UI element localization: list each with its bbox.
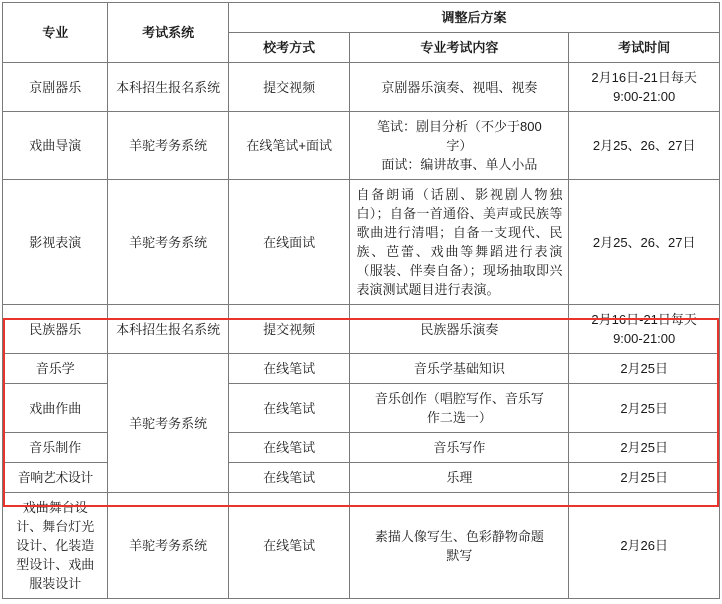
cell-content bbox=[350, 384, 569, 433]
cell-system: 羊驼考务系统 bbox=[108, 112, 229, 180]
cell-content: 乐理 bbox=[350, 463, 569, 493]
cell-content-line1: 笔试：剧目分析（不少于800 bbox=[377, 119, 542, 134]
cell-major: 京剧器乐 bbox=[3, 63, 108, 112]
cell-content: 自备朗诵（话剧、影视剧人物独白）；自备一首通俗、美声或民族等歌曲进行清唱；自备一支现代、民族、芭蕾、戏曲等舞蹈进行表演（服装、伴奏自备）；现场抽取即兴表演测试题目进行表演。 bbox=[350, 180, 569, 305]
cell-time: 2月25日 bbox=[569, 463, 720, 493]
cell-method: 在线笔试+面试 bbox=[228, 112, 350, 180]
cell-content: 京剧器乐演奏、视唱、视奏 bbox=[350, 63, 569, 112]
header-system: 考试系统 bbox=[108, 3, 229, 63]
cell-major: 戏曲导演 bbox=[3, 112, 108, 180]
cell-time-line1: 2月16日-21日每天 bbox=[591, 70, 697, 85]
cell-system: 羊驼考务系统 bbox=[108, 354, 229, 493]
cell-method: 提交视频 bbox=[228, 63, 350, 112]
cell-time: 2月25日 bbox=[569, 384, 720, 433]
cell-system: 羊驼考务系统 bbox=[108, 493, 229, 599]
cell-content bbox=[350, 112, 569, 180]
cell-major: 影视表演 bbox=[3, 180, 108, 305]
cell-system: 羊驼考务系统 bbox=[108, 180, 229, 305]
cell-system: 本科招生报名系统 bbox=[108, 305, 229, 354]
table-row bbox=[3, 305, 720, 354]
table-row bbox=[3, 112, 720, 180]
cell-system: 本科招生报名系统 bbox=[108, 63, 229, 112]
cell-time: 2月25日 bbox=[569, 354, 720, 384]
table-row bbox=[3, 180, 720, 305]
cell-major: 戏曲作曲 bbox=[3, 384, 108, 433]
header-major: 专业 bbox=[3, 3, 108, 63]
cell-method: 在线笔试 bbox=[228, 493, 350, 599]
cell-time: 2月25、26、27日 bbox=[569, 112, 720, 180]
cell-time-line1: 2月16日-21日每天 bbox=[591, 312, 697, 327]
cell-method: 在线笔试 bbox=[228, 463, 350, 493]
cell-time: 2月26日 bbox=[569, 493, 720, 599]
cell-major: 音乐制作 bbox=[3, 433, 108, 463]
cell-method: 在线笔试 bbox=[228, 354, 350, 384]
cell-content: 民族器乐演奏 bbox=[350, 305, 569, 354]
cell-major: 音乐学 bbox=[3, 354, 108, 384]
cell-time: 2月25日 bbox=[569, 433, 720, 463]
cell-method: 提交视频 bbox=[228, 305, 350, 354]
cell-content-line2: 字） bbox=[446, 138, 473, 153]
header-method: 校考方式 bbox=[228, 33, 350, 63]
cell-method: 在线面试 bbox=[228, 180, 350, 305]
cell-content: 音乐写作 bbox=[350, 433, 569, 463]
cell-time: 2月25、26、27日 bbox=[569, 180, 720, 305]
exam-schedule-table bbox=[2, 2, 720, 599]
cell-content-line3: 面试：编讲故事、单人小品 bbox=[381, 157, 538, 172]
cell-method: 在线笔试 bbox=[228, 433, 350, 463]
cell-method: 在线笔试 bbox=[228, 384, 350, 433]
table-row bbox=[3, 354, 720, 384]
table-row bbox=[3, 63, 720, 112]
cell-content: 音乐学基础知识 bbox=[350, 354, 569, 384]
cell-content-line1: 素描人像写生、色彩静物命题 bbox=[374, 528, 544, 544]
cell-time-line2: 9:00-21:00 bbox=[613, 89, 676, 104]
cell-major: 音响艺术设计 bbox=[3, 463, 108, 493]
cell-time bbox=[569, 63, 720, 112]
header-content: 专业考试内容 bbox=[350, 33, 569, 63]
table-header-row-1 bbox=[3, 3, 720, 33]
cell-content bbox=[350, 493, 569, 599]
cell-time-line2: 9:00-21:00 bbox=[613, 331, 676, 346]
cell-time bbox=[569, 305, 720, 354]
cell-major: 民族器乐 bbox=[3, 305, 108, 354]
cell-major: 戏曲舞台设计、舞台灯光设计、化装造型设计、戏曲服装设计 bbox=[3, 493, 108, 599]
header-time: 考试时间 bbox=[569, 33, 720, 63]
cell-content-line2: 作二选一） bbox=[426, 410, 492, 425]
table-row bbox=[3, 493, 720, 599]
cell-content-line2: 默写 bbox=[446, 547, 473, 563]
cell-content-line1: 音乐创作（唱腔写作、音乐写 bbox=[374, 391, 544, 406]
header-group-title: 调整后方案 bbox=[228, 3, 719, 33]
